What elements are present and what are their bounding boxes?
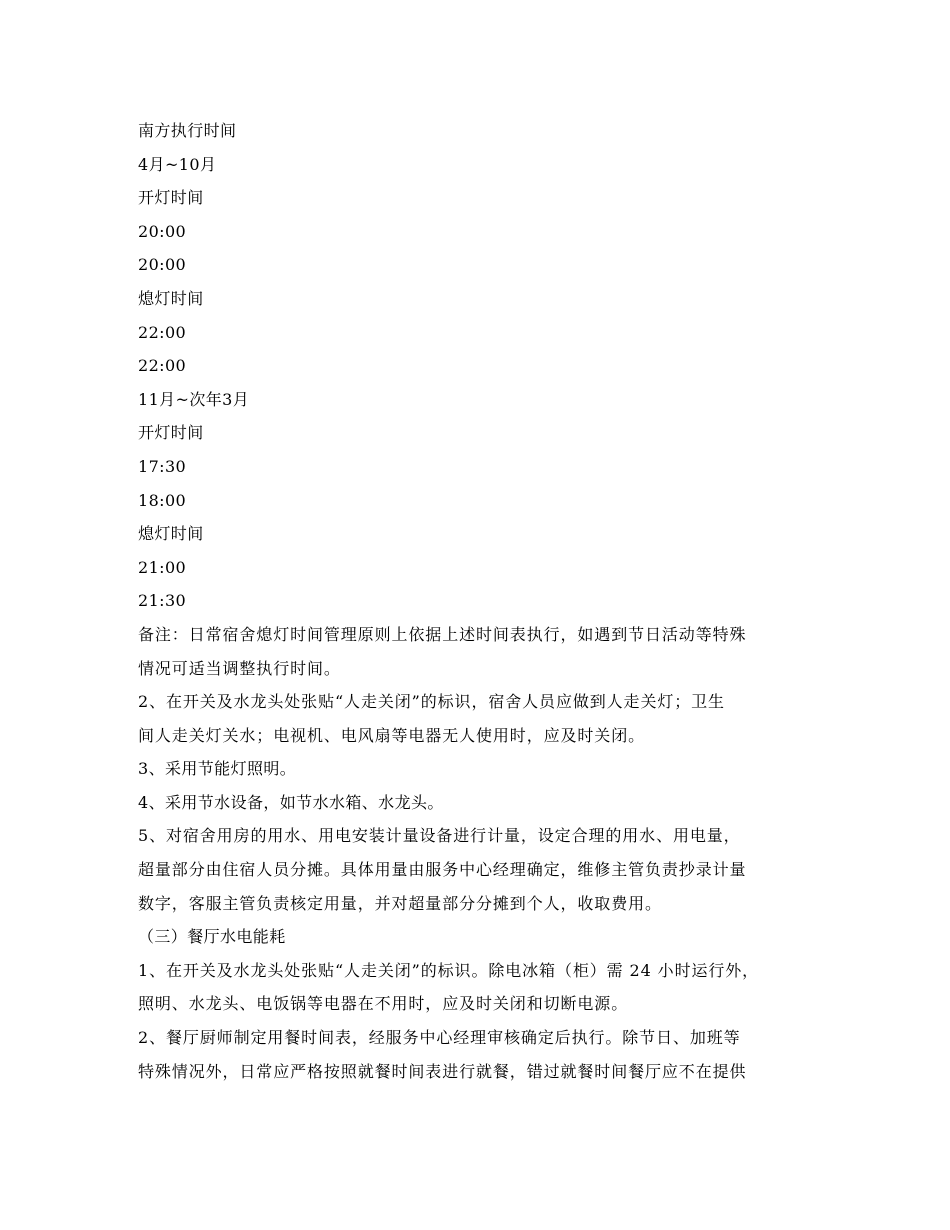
paragraph-line: 超量部分由住宿人员分摊。具体用量由服务中心经理确定，维修主管负责抄录计量: [138, 860, 747, 880]
lights-off-time: 22:00: [138, 356, 187, 376]
lights-on-time: 20:00: [138, 255, 187, 275]
lights-off-time: 21:00: [138, 557, 187, 577]
paragraph-line: 2、餐厅厨师制定用餐时间表，经服务中心经理审核确定后执行。除节日、加班等: [138, 1028, 741, 1048]
item-3-paragraph: 3、采用节能灯照明。: [138, 759, 297, 779]
note-paragraph: [138, 618, 818, 685]
lights-off-time: 22:00: [138, 322, 187, 342]
period-label: 11月~次年3月: [138, 389, 250, 409]
lights-on-label: 开灯时间: [138, 423, 204, 443]
paragraph-line: 1、在开关及水龙头处张贴“人走关闭”的标识。除电冰箱（柜）需 24 小时运行外，: [138, 960, 760, 980]
lights-on-time: 20:00: [138, 221, 187, 241]
lights-off-label: 熄灯时间: [138, 288, 204, 308]
note-line: 情况可适当调整执行时间。: [138, 658, 341, 678]
note-line: 备注：日常宿舍熄灯时间管理原则上依据上述时间表执行，如遇到节日活动等特殊: [138, 624, 747, 644]
section3-item-2-paragraph: [138, 1021, 818, 1088]
item-5-paragraph: [138, 819, 818, 920]
section-heading: （三）餐厅水电能耗: [138, 927, 286, 947]
lights-off-label: 熄灯时间: [138, 524, 204, 544]
paragraph-line: 照明、水龙头、电饭锅等电器在不用时，应及时关闭和切断电源。: [138, 994, 629, 1014]
paragraph-line: 数字，客服主管负责核定用量，并对超量部分分摊到个人，收取费用。: [138, 893, 662, 913]
schedule-heading: 南方执行时间: [138, 121, 237, 140]
paragraph-line: 间人走关灯关水；电视机、电风扇等电器无人使用时，应及时关闭。: [138, 725, 646, 745]
lights-on-time: 17:30: [138, 456, 187, 476]
document-page: [138, 114, 818, 1088]
item-2-paragraph: [138, 685, 818, 752]
lights-off-time: 21:30: [138, 591, 187, 611]
paragraph-line: 特殊情况外，日常应严格按照就餐时间表进行就餐，错过就餐时间餐厅应不在提供: [138, 1061, 747, 1081]
section3-item-1-paragraph: [138, 954, 818, 1021]
period-label: 4月~10月: [138, 154, 217, 174]
paragraph-line: 5、对宿舍用房的用水、用电安装计量设备进行计量，设定合理的用水、用电量，: [138, 826, 741, 846]
lights-on-label: 开灯时间: [138, 188, 204, 208]
paragraph-line: 2、在开关及水龙头处张贴“人走关闭”的标识，宿舍人员应做到人走关灯；卫生: [138, 692, 725, 712]
lights-on-time: 18:00: [138, 490, 187, 510]
item-4-paragraph: 4、采用节水设备，如节水水箱、水龙头。: [138, 792, 444, 812]
